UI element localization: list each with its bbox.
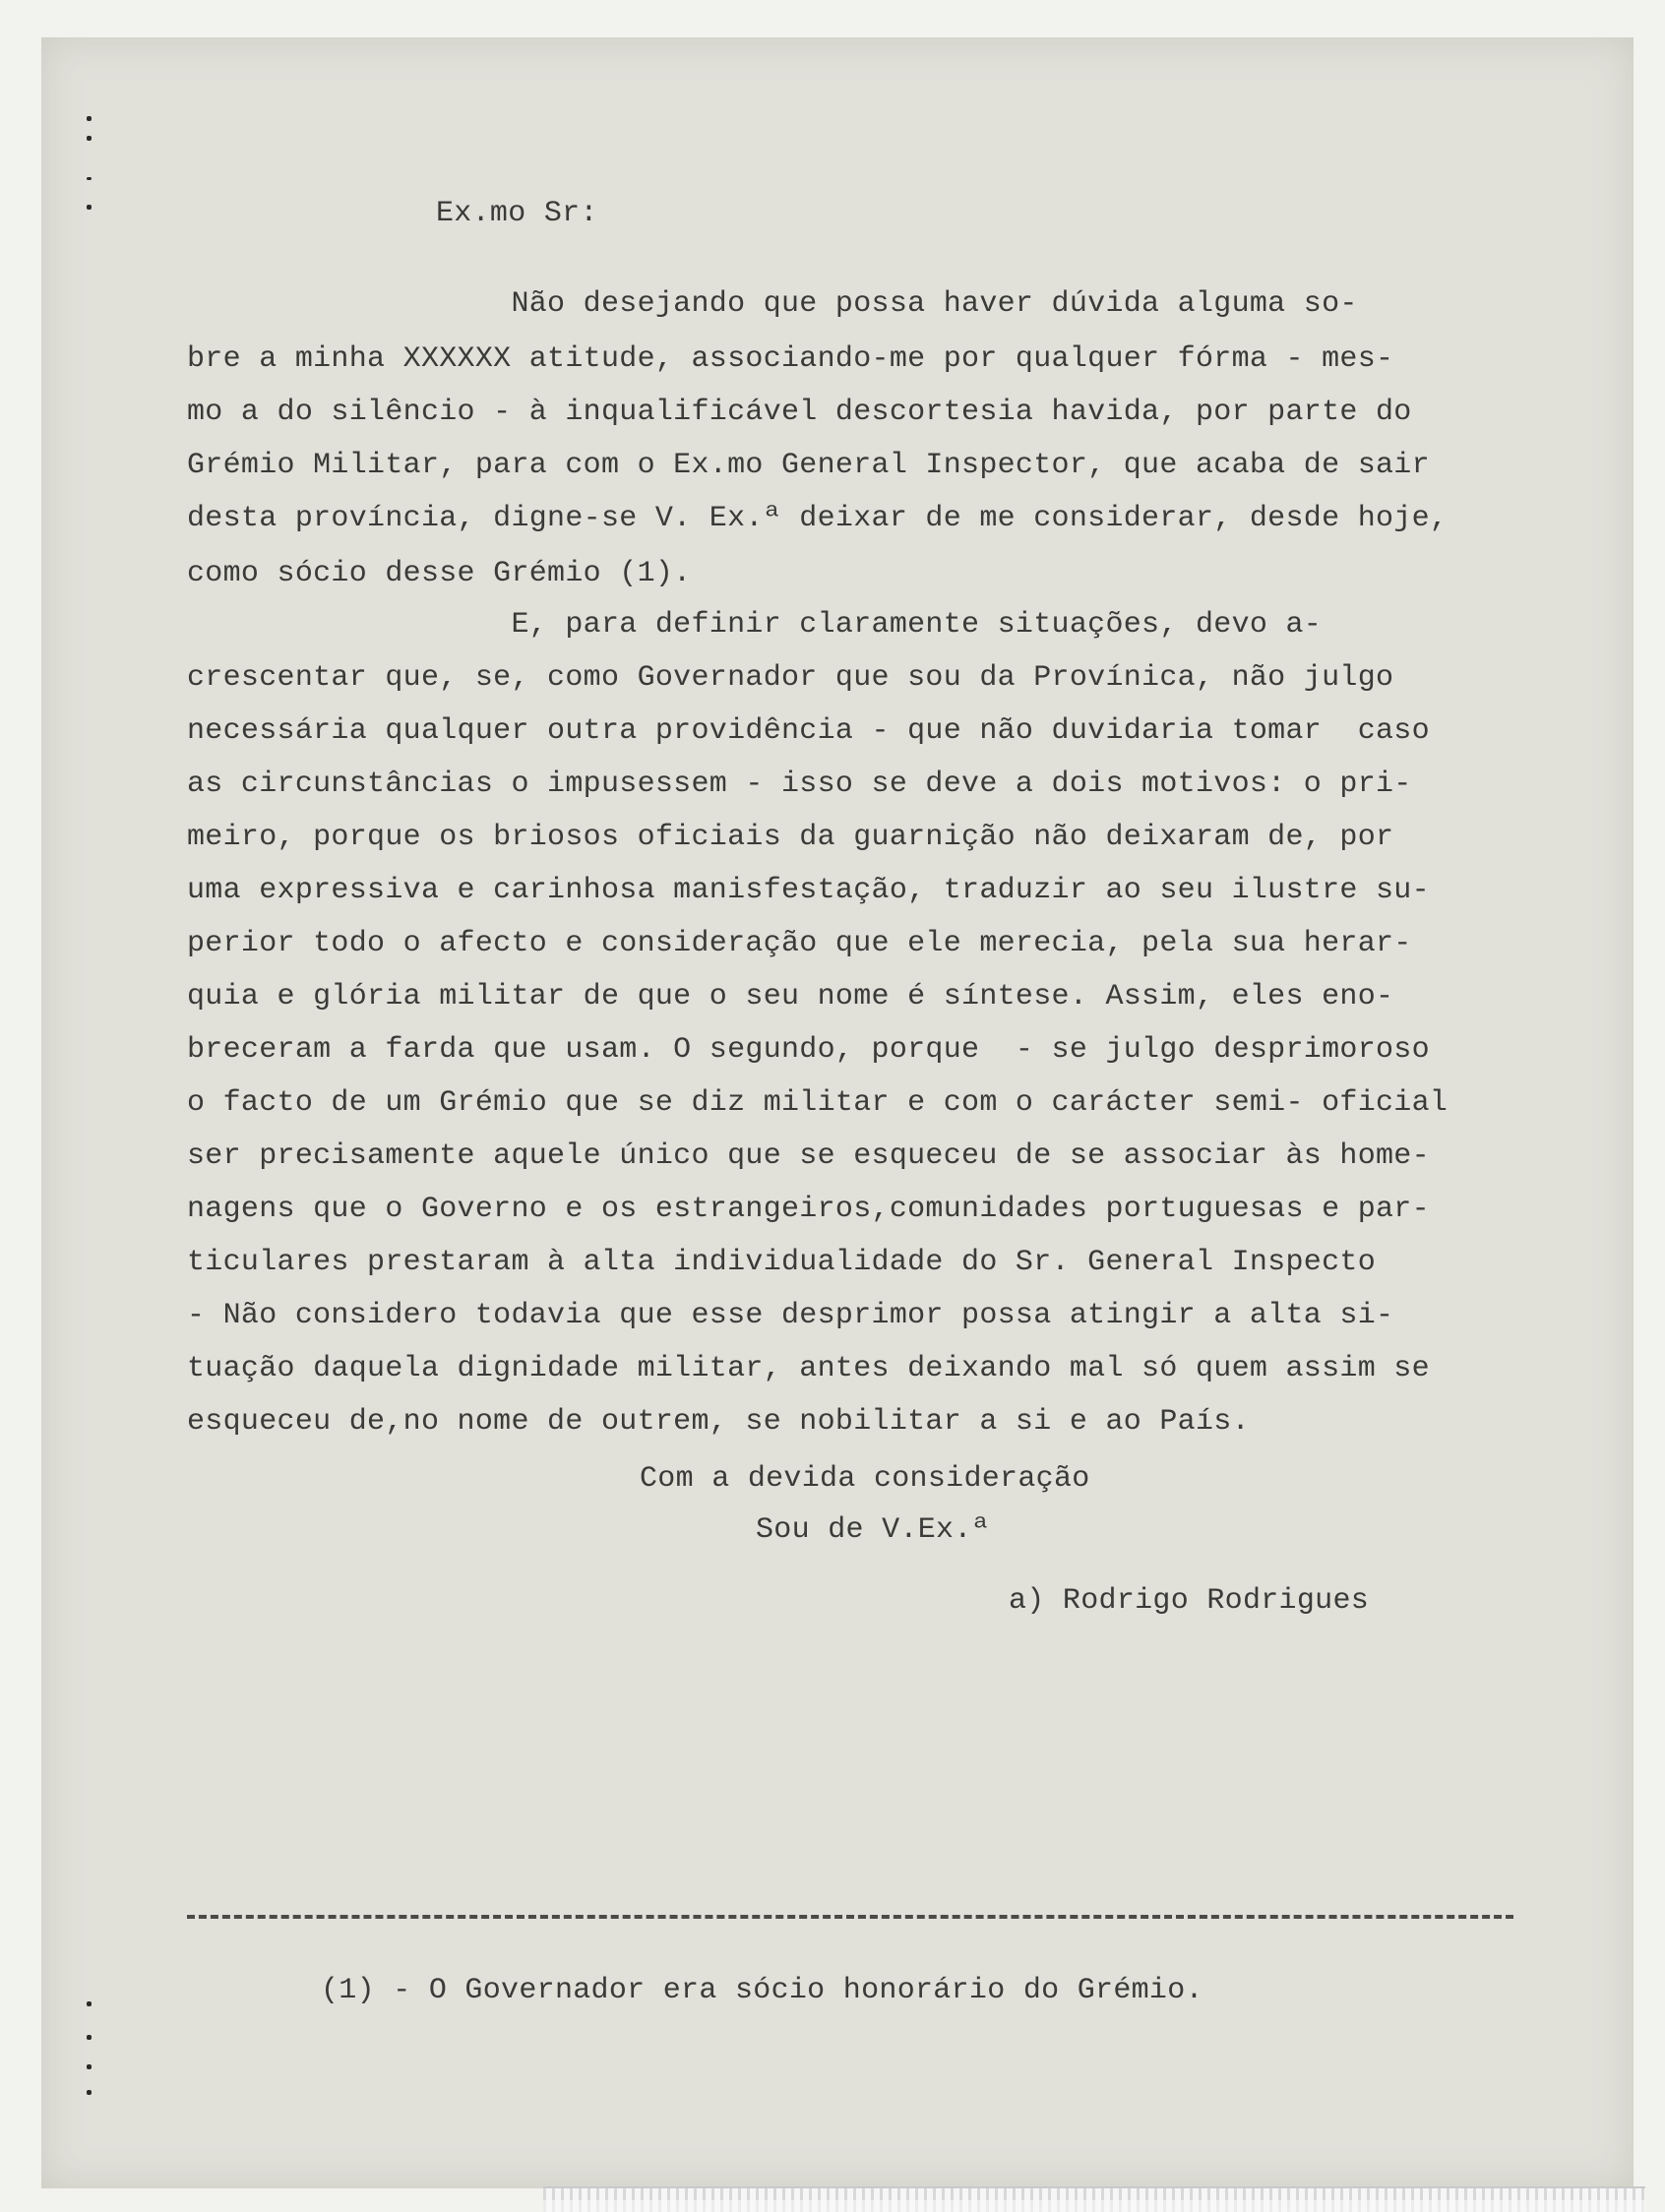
binding-margin-marks — [81, 0, 100, 2212]
body-line: necessária qualquer outra providência - que não duvidaria tomar caso — [187, 714, 1430, 748]
margin-dot — [87, 2090, 92, 2095]
body-line: tuação daquela dignidade militar, antes deixando mal só quem assim se — [187, 1352, 1430, 1385]
body-line: crescentar que, se, como Governador que sou da Provínica, não julgo — [187, 661, 1394, 695]
margin-dot — [87, 205, 92, 210]
margin-dot — [87, 116, 92, 121]
closing-courtesy: Com a devida consideração — [640, 1462, 1090, 1496]
body-line: quia e glória militar de que o seu nome é síntese. Assim, eles eno- — [187, 980, 1394, 1014]
body-line: como sócio desse Grémio (1). — [187, 557, 692, 590]
body-line: as circunstâncias o impusessem - isso se deve a dois motivos: o pri- — [187, 768, 1412, 801]
margin-dot — [87, 2064, 92, 2069]
body-line: Não desejando que possa haver dúvida alguma so- — [187, 287, 1358, 321]
body-line: breceram a farda que usam. O segundo, porque - se julgo desprimoroso — [187, 1033, 1430, 1067]
body-line: desta província, digne-se V. Ex.ª deixar de me considerar, desde hoje, — [187, 502, 1449, 535]
body-line: esqueceu de,no nome de outrem, se nobilitar a si e ao País. — [187, 1405, 1250, 1439]
body-line: mo a do silêncio - à inqualificável descortesia havida, por parte do — [187, 396, 1412, 429]
body-line: o facto de um Grémio que se diz militar e com o carácter semi- oficial — [187, 1086, 1449, 1120]
margin-dot — [87, 2001, 92, 2006]
body-line: - Não considero todavia que esse desprimor possa atingir a alta si- — [187, 1299, 1394, 1332]
body-line: nagens que o Governo e os estrangeiros,comunidades portuguesas e par- — [187, 1193, 1430, 1226]
closing-valediction: Sou de V.Ex.ª — [756, 1513, 990, 1547]
body-line: bre a minha XXXXXX atitude, associando-me por qualquer fórma - mes- — [187, 342, 1394, 376]
body-line: E, para definir claramente situações, devo a- — [187, 608, 1323, 642]
footnote-divider — [187, 1915, 1513, 1919]
body-line: uma expressiva e carinhosa manisfestação, traduzir ao seu ilustre su- — [187, 874, 1430, 907]
salutation: Ex.mo Sr: — [436, 197, 598, 230]
body-line: ticulares prestaram à alta individualidade do Sr. General Inspecto — [187, 1246, 1376, 1279]
signature: a) Rodrigo Rodrigues — [1009, 1584, 1370, 1618]
margin-dot — [87, 136, 92, 141]
footnote: (1) - O Governador era sócio honorário do Grémio. — [321, 1974, 1203, 2007]
body-line: ser precisamente aquele único que se esqueceu de se associar às home- — [187, 1139, 1430, 1173]
body-line: Grémio Militar, para com o Ex.mo General Inspector, que acaba de sair — [187, 449, 1430, 482]
body-line: meiro, porque os briosos oficiais da guarnição não deixaram de, por — [187, 821, 1394, 854]
body-line: perior todo o afecto e consideração que ele merecia, pela sua herar- — [187, 927, 1412, 960]
margin-dot — [87, 177, 92, 180]
margin-dot — [87, 2035, 92, 2040]
scan-ruler-highlight — [543, 2200, 1645, 2212]
